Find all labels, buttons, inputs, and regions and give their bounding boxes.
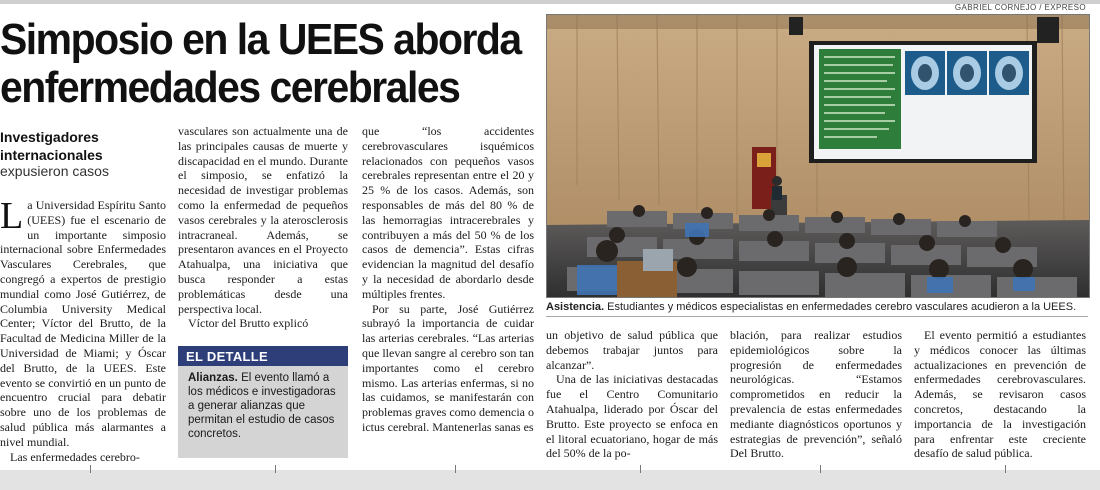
auditorium-photo-illustration [547,15,1089,297]
article-column-1 [0,195,166,464]
paragraph: vasculares son actualmente una de las principales causas de muerte y discapacidad en el mundo. Durante el simposio, se enfatizó la necesidad de investigar problemas como la enfermedad de pequeños vasos cerebrales y la aterosclerosis intracraneal. Además, se presentaron avances en el Proyecto Atahualpa, una iniciativa que busca responder a estas problemáticas desde una perspectiva local. [178,124,348,316]
lead-paragraph-text: a Universidad Espíritu Santo (UEES) fue el escenario de un importante simposio internacional sobre Enfermedades Vasculares Cerebrales, que congregó a expertos de prestigio mundial como José Gutiérrez, de Columbia University Medical Center; Víctor del Brutto, de la Facultad de Medicina Miller de la Universidad de Miami; y Óscar del Brutto, de la UEES. Este evento se convirtió en un punto de encuentro crucial para debatir sobre uno de los problemas de salud pública más alarmantes a nivel mundial. [0,198,166,449]
lead-paragraph [0,195,166,450]
paragraph: Las enfermedades cerebro- [10,449,140,464]
detail-box-text: El evento llamó a los médicos e investigadoras a generar alianzas que permitan el estudio de casos concretos. [188,372,336,440]
page-tick-mark [455,465,456,473]
caption-divider [546,316,1088,317]
caption-lead: Asistencia. [546,301,605,313]
headline-line-2: enfermedades cerebrales [0,63,460,112]
event-photo [546,14,1090,298]
article-column-4 [546,328,718,461]
article-column-3 [362,124,534,435]
detail-box-body [178,371,348,441]
caption-text: Estudiantes y médicos especialistas en enfermedades cerebro vasculares acudieron a la UEES. [607,301,1077,313]
photo-credit: GABRIEL CORNEJO / EXPRESO [954,3,1086,12]
kicker-subtitle: expusieron casos [0,163,109,179]
paragraph: un objetivo de salud pública que debemos trabajar juntos para alcanzar”. [546,328,718,372]
page-tick-mark [820,465,821,473]
headline [0,15,521,112]
article-column-5 [730,328,902,461]
paragraph: El evento permitió a estudiantes y médicos conocer las últimas actualizaciones en prevención de enfermedades cerebrovasculares. Además, se revisaron casos concretos, destacando la importancia de la investigación para enfrentar este creciente desafío de salud pública. [914,328,1086,461]
paragraph: Por su parte, José Gutiérrez subrayó la importancia de cuidar las arterias cerebrales. “Las arterias que llevan sangre al cerebro son tan importantes como el cerebro mismo. Las arterias enfermas, si no las cuidamos, se manifestarán con problemas graves como demencia o ictus cerebral. Mantenerlas sanas es [362,301,534,434]
paragraph: Víctor del Brutto explicó [188,316,309,331]
paragraph: blación, para realizar estudios epidemiológicos sobre la progresión de enfermedades neurológicas. “Estamos comprometidos en reducir la prevalencia de estas enfermedades mediante diagnósticos oportunos y estrategias de prevención”, señaló Del Brutto. [730,328,902,461]
page-tick-mark [275,465,276,473]
page-tick-mark [90,465,91,473]
headline-line-1: Simposio en la UEES aborda [0,15,521,64]
paragraph: que “los accidentes cerebrovasculares isquémicos relacionados con pequeños vasos cerebrales representan entre el 20 y 25 % de los casos. Además, son responsables de más del 80 % de las hemorragias intracerebrales y contribuyen a más del 50 % de los casos de demencia”. Estas cifras evidencian la magnitud del desafío y la necesidad de abordarlo desde múltiples frentes. [362,124,534,301]
article-column-6 [914,328,1086,461]
article-column-2 [178,124,348,331]
page-tick-mark [640,465,641,473]
detail-box [178,346,348,458]
top-rule [0,0,1100,4]
bottom-rule [0,470,1100,490]
drop-cap: L [0,195,24,237]
photo-caption [546,301,1088,314]
kicker-title: Investigadores internacionales [0,129,103,163]
page-tick-mark [1005,465,1006,473]
detail-box-lead: Alianzas. [188,372,238,384]
detail-box-heading: EL DETALLE [178,346,348,366]
paragraph: Una de las iniciativas destacadas fue el Centro Comunitario Atahualpa, liderado por Óscar del Brutto. Este proyecto se enfoca en el litoral ecuatoriano, hogar de más del 50% de la po- [546,372,718,461]
